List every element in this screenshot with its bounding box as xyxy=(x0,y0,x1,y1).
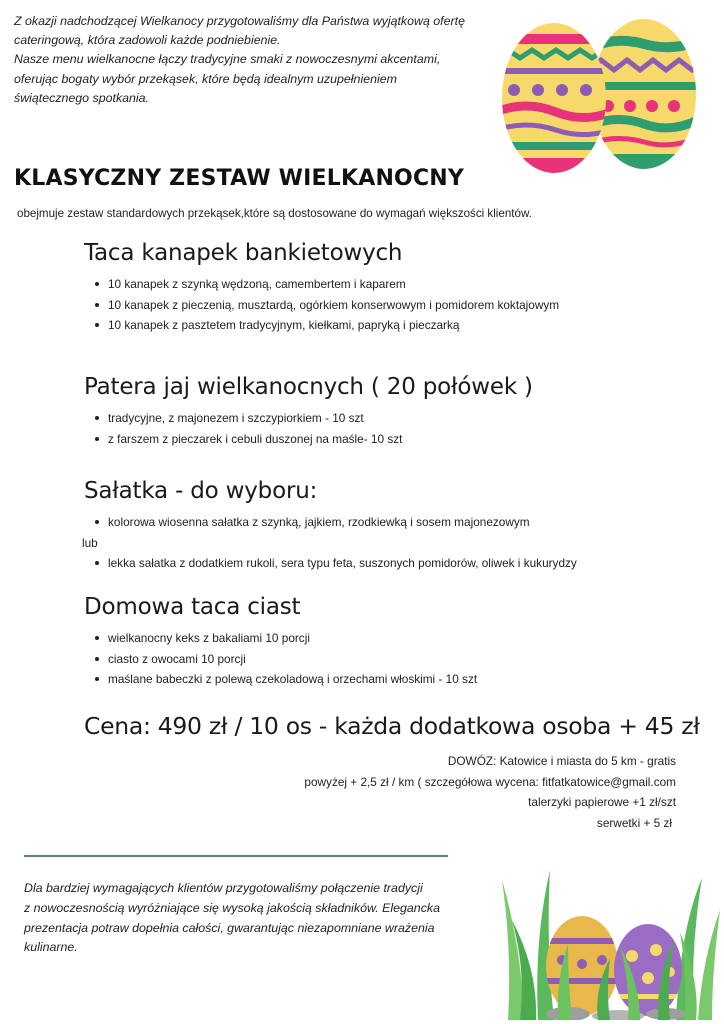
section-heading: Domowa taca ciast xyxy=(84,594,301,620)
outro-text xyxy=(24,879,464,958)
list-item: 10 kanapek z szynką wędzoną, camembertem i kaparem xyxy=(94,274,704,295)
list-item: 10 kanapek z pieczenią, musztardą, ogórkiem konserwowym i pomidorem koktajowym xyxy=(94,295,704,316)
intro-line: Nasze menu wielkanocne łączy tradycyjne smaki z nowoczesnymi akcentami, xyxy=(14,52,441,67)
section-heading: Sałatka - do wyboru: xyxy=(84,478,318,504)
section-heading: Patera jaj wielkanocnych ( 20 połówek ) xyxy=(84,374,533,400)
intro-line: oferując bogaty wybór przekąsek, które będą idealnym uzupełnieniem xyxy=(14,71,397,86)
item-list xyxy=(84,408,704,449)
section-cakes xyxy=(84,594,704,690)
list-item: kolorowa wiosenna sałatka z szynką, jajkiem, rzodkiewką i sosem majonezowym xyxy=(94,512,704,533)
list-item: tradycyjne, z majonezem i szczypiorkiem - 10 szt xyxy=(94,408,704,429)
outro-line: z nowoczesnością wyróżniające się wysoką jakością składników. Elegancka xyxy=(24,900,440,915)
outro-line: kulinarne. xyxy=(24,940,78,955)
easter-eggs-grass-icon xyxy=(498,860,722,1020)
easter-eggs-icon xyxy=(496,14,702,178)
item-list xyxy=(84,512,704,533)
item-list xyxy=(84,628,704,690)
intro-line: cateringową, która zadowoli każde podniebienie. xyxy=(14,33,281,48)
intro-line: świątecznego spotkania. xyxy=(14,90,150,105)
list-item: lekka sałatka z dodatkiem rukoli, sera typu feta, suszonych pomidorów, oliwek i kukurydzy xyxy=(94,553,704,574)
list-item: wielkanocny keks z bakaliami 10 porcji xyxy=(94,628,704,649)
page-title: KLASYCZNY ZESTAW WIELKANOCNY xyxy=(14,166,465,191)
intro-text xyxy=(14,12,484,108)
item-list xyxy=(84,553,704,574)
page-subtitle: obejmuje zestaw standardowych przekąsek,które są dostosowane do wymagań większości klientów. xyxy=(17,207,532,220)
section-eggs xyxy=(84,374,704,449)
section-salad xyxy=(84,478,704,573)
separator-text: lub xyxy=(82,535,98,550)
list-item: maślane babeczki z polewą czekoladową i orzechami włoskimi - 10 szt xyxy=(94,669,704,690)
divider xyxy=(24,855,448,857)
list-item: ciasto z owocami 10 porcji xyxy=(94,649,704,670)
outro-line: Dla bardziej wymagających klientów przygotowaliśmy połączenie tradycji xyxy=(24,881,423,895)
delivery-line: serwetki + 5 zł xyxy=(596,815,672,830)
section-heading: Taca kanapek bankietowych xyxy=(84,240,403,266)
section-sandwiches xyxy=(84,240,704,336)
delivery-line: talerzyki papierowe +1 zł/szt xyxy=(528,795,676,809)
item-list xyxy=(84,274,704,336)
delivery-line: powyżej + 2,5 zł / km ( szczegółowa wycena: fitfatkatowice@gmail.com xyxy=(304,774,676,789)
price-line: Cena: 490 zł / 10 os - każda dodatkowa osoba + 45 zł xyxy=(84,712,700,740)
list-item: z farszem z pieczarek i cebuli duszonej na maśle- 10 szt xyxy=(94,429,704,450)
intro-line: Z okazji nadchodzącej Wielkanocy przygotowaliśmy dla Państwa wyjątkową ofertę xyxy=(14,14,465,28)
list-item: 10 kanapek z pasztetem tradycyjnym, kiełkami, papryką i pieczarką xyxy=(94,315,704,336)
delivery-info xyxy=(304,751,676,833)
delivery-line: DOWÓZ: Katowice i miasta do 5 km - gratis xyxy=(447,754,676,768)
outro-line: prezentacja potraw dopełnia całości, gwarantując niezapomniane wrażenia xyxy=(24,920,435,935)
